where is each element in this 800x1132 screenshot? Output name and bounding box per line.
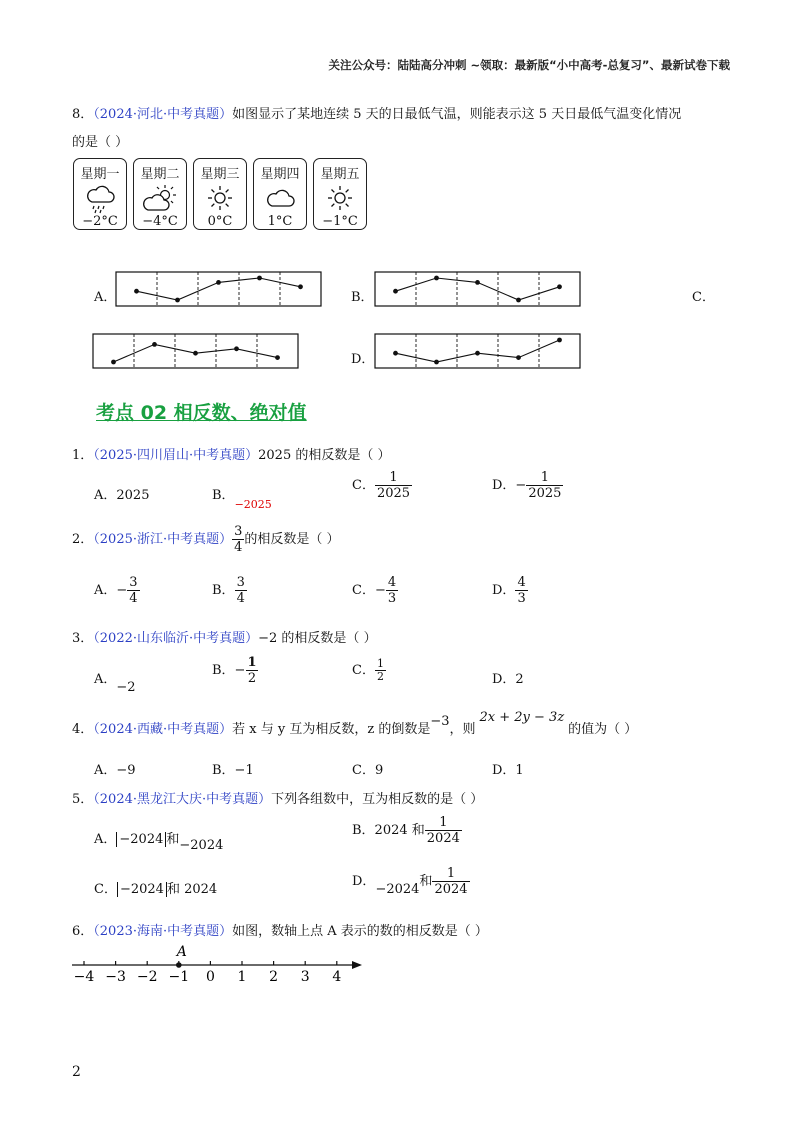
- question-text: 的值为（ ）: [568, 722, 638, 737]
- absolute-value: −2024: [116, 832, 166, 847]
- question-1-stem: [72, 444, 391, 463]
- fraction: [526, 470, 563, 501]
- numerator: 1: [376, 657, 384, 670]
- numerator: 3: [236, 575, 245, 590]
- option-label: B．: [212, 583, 235, 598]
- option-label: C．−: [352, 583, 386, 598]
- option-label: A．−: [94, 583, 128, 598]
- option-d-label: D．: [351, 352, 375, 367]
- weather-day: 星期五: [320, 167, 360, 182]
- weather-day: 星期三: [200, 167, 240, 182]
- value: −3: [430, 714, 450, 729]
- data-point: [216, 280, 221, 285]
- q4-option-a: A．−9: [94, 763, 136, 778]
- data-point: [516, 298, 521, 303]
- question-6-stem: [72, 920, 488, 939]
- tick-label: −3: [105, 969, 126, 985]
- q4-option-c: C．9: [352, 763, 384, 778]
- option-c-label: C．: [692, 290, 715, 305]
- option-value: −2024: [179, 838, 224, 853]
- question-source: （2025·四川眉山·中考真题）: [93, 448, 259, 463]
- q4-option-d: D．1: [492, 763, 524, 778]
- denominator: 4: [129, 591, 138, 606]
- numerator: 1: [446, 866, 456, 881]
- data-point: [275, 355, 280, 360]
- tick-label: −4: [73, 969, 95, 985]
- fraction: [425, 815, 462, 846]
- question-source: （2024·黑龙江大庆·中考真题）: [93, 792, 272, 807]
- tick-label: 2: [269, 969, 279, 985]
- option-b-label: B．: [351, 290, 374, 305]
- question-2-stem: [72, 524, 340, 555]
- weather-temp: 1°C: [267, 214, 293, 229]
- question-text: ，则: [449, 722, 476, 737]
- denominator: 2: [376, 670, 384, 683]
- denominator: 4: [236, 591, 245, 606]
- q3-option-c: [352, 658, 386, 683]
- page-number: 2: [72, 1064, 81, 1080]
- option-label: D．: [492, 583, 516, 598]
- option-value: −2025: [234, 498, 272, 511]
- q5-option-b: [352, 815, 462, 846]
- data-point: [298, 284, 303, 289]
- denominator: 2025: [376, 486, 411, 501]
- data-point: [516, 355, 521, 360]
- question-text: 2025 的相反数是（ ）: [258, 448, 391, 463]
- tick-label: −2: [136, 969, 158, 985]
- option-label: C．: [94, 882, 117, 897]
- option-a-box: [116, 272, 321, 306]
- weather-temp: −2°C: [82, 214, 118, 229]
- question-number: 8．: [72, 107, 94, 122]
- question-text: 若 x 与 y 互为相反数，z 的倒数是: [232, 722, 431, 737]
- q1-option-a: A．2025: [94, 488, 150, 503]
- option-text: 和: [419, 874, 433, 889]
- q5-option-a: [94, 828, 224, 853]
- option-label: D．−: [492, 478, 527, 493]
- question-number: 1．: [72, 448, 94, 463]
- q3-option-b: [212, 655, 259, 686]
- question-text: 如图显示了某地连续 5 天的日最低气温，则能表示这 5 天日最低气温变化情况: [232, 107, 682, 122]
- question-source: （2022·山东临沂·中考真题）: [93, 631, 259, 646]
- option-label: B．−: [212, 663, 246, 678]
- question-source: （2023·海南·中考真题）: [93, 924, 233, 939]
- tick-label: 0: [205, 969, 215, 985]
- question-source: （2025·浙江·中考真题）: [93, 532, 233, 547]
- option-label: C．: [352, 663, 375, 678]
- q2-option-b: [212, 575, 247, 606]
- point-a: [176, 962, 182, 968]
- q3-option-a: [94, 668, 136, 695]
- section-title: 考点 02 相反数、绝对值: [96, 402, 307, 424]
- numerator: 1: [540, 470, 550, 485]
- data-point: [152, 342, 157, 347]
- weather-temp: −1°C: [322, 214, 358, 229]
- fraction: [386, 575, 398, 606]
- numerator: 4: [517, 575, 526, 590]
- question-8-stem-line2: 的是（ ）: [72, 135, 129, 150]
- q2-option-d: [492, 575, 528, 606]
- option-label: A．: [94, 672, 117, 687]
- data-point: [475, 280, 480, 285]
- fraction: [375, 658, 386, 683]
- numerator: 1: [439, 815, 448, 830]
- q3-option-d: D．2: [492, 672, 524, 687]
- data-point: [393, 289, 398, 294]
- number-line: [0, 940, 800, 1000]
- axis-arrow: [352, 961, 362, 969]
- data-point: [134, 289, 139, 294]
- data-point: [234, 346, 239, 351]
- option-value: −2: [116, 680, 136, 695]
- weather-day: 星期二: [140, 167, 180, 182]
- denominator: 2: [247, 671, 257, 686]
- question-text: 下列各组数中，互为相反数的是（ ）: [271, 792, 484, 807]
- question-source: （2024·河北·中考真题）: [93, 107, 233, 122]
- option-label: A．: [94, 832, 117, 847]
- page-header: 关注公众号：陆陆高分冲刺 ~领取：最新版“小中高考-总复习”、最新试卷下载: [328, 58, 730, 72]
- point-a-label: A: [176, 944, 187, 960]
- weather-temp: 0°C: [207, 214, 233, 229]
- fraction: [232, 524, 244, 555]
- data-point: [393, 351, 398, 356]
- absolute-value: −2024: [117, 882, 167, 897]
- option-label: B．2024 和: [352, 823, 425, 838]
- option-label: B．: [212, 488, 235, 503]
- question-text: 的相反数是（ ）: [244, 532, 340, 547]
- numerator: 1: [247, 655, 257, 670]
- expression: 2x + 2y − 3z: [479, 710, 565, 725]
- line-options-svg: [0, 0, 800, 400]
- tick-label: 1: [237, 969, 247, 985]
- denominator: 2025: [528, 486, 562, 501]
- numerator: 3: [129, 575, 138, 590]
- question-3-stem: [72, 627, 377, 646]
- data-point: [193, 351, 198, 356]
- option-label: C．: [352, 478, 375, 493]
- fraction: [515, 575, 527, 606]
- data-point: [175, 298, 180, 303]
- data-point: [434, 360, 439, 365]
- weather-temp: −4°C: [142, 214, 178, 229]
- data-point: [475, 351, 480, 356]
- denominator: 4: [234, 540, 243, 555]
- data-point: [557, 284, 562, 289]
- fraction: [127, 575, 139, 606]
- data-point: [434, 276, 439, 281]
- weather-day: 星期一: [80, 167, 120, 182]
- numerator: 3: [234, 524, 243, 539]
- data-point: [111, 360, 116, 365]
- q1-option-b: [212, 484, 272, 511]
- q4-option-b: B．−1: [212, 763, 254, 778]
- denominator: 3: [387, 591, 397, 606]
- option-a-label: A．: [94, 290, 117, 305]
- question-number: 3．: [72, 631, 94, 646]
- question-number: 5．: [72, 792, 94, 807]
- question-text: 如图，数轴上点 A 表示的数的相反数是（ ）: [232, 924, 488, 939]
- denominator: 2024: [426, 831, 460, 846]
- option-value: −2024: [375, 882, 420, 897]
- question-source: （2024·西藏·中考真题）: [93, 722, 233, 737]
- option-text: 和 2024: [166, 882, 218, 897]
- denominator: 3: [517, 591, 526, 606]
- data-point: [257, 276, 262, 281]
- denominator: 2024: [434, 882, 468, 897]
- data-point: [557, 338, 562, 343]
- fraction: [375, 470, 412, 501]
- question-number: 2．: [72, 532, 94, 547]
- q2-option-a: [94, 575, 140, 606]
- q1-option-c: [352, 470, 412, 501]
- tick-label: 3: [300, 969, 310, 985]
- question-text: −2 的相反数是（ ）: [258, 631, 377, 646]
- fraction: [235, 575, 247, 606]
- q1-option-d: [492, 470, 563, 501]
- q5-option-c: [94, 878, 217, 897]
- weather-day: 星期四: [260, 167, 300, 182]
- question-4-stem: [72, 710, 638, 737]
- fraction: [432, 866, 469, 897]
- option-b-box: [375, 272, 580, 306]
- q2-option-c: [352, 575, 398, 606]
- fraction: [245, 655, 258, 686]
- numerator: 4: [387, 575, 397, 590]
- q5-option-d: [352, 866, 470, 897]
- question-number: 6．: [72, 924, 94, 939]
- option-label: D．: [352, 874, 376, 889]
- tick-label: −1: [168, 969, 190, 985]
- tick-label: 4: [332, 969, 342, 985]
- question-5-stem: [72, 788, 483, 807]
- question-number: 4．: [72, 722, 94, 737]
- numerator: 1: [389, 470, 398, 485]
- option-text: 和: [166, 832, 180, 847]
